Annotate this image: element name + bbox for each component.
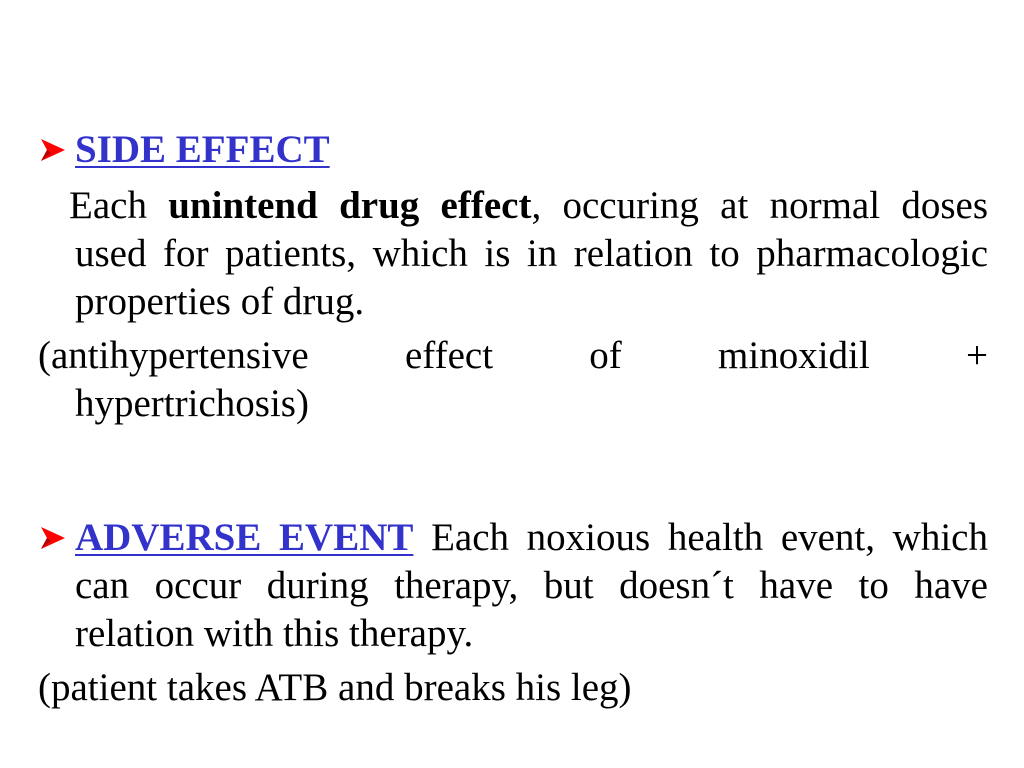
adverse-event-row <box>38 514 988 658</box>
example-line2: hypertrichosis) <box>75 382 309 425</box>
side-effect-definition <box>38 182 988 326</box>
side-effect-heading-row <box>38 126 988 174</box>
example-line1: (antihypertensive effect of minoxidil + <box>38 334 988 377</box>
arrow-bullet-icon <box>38 126 75 174</box>
adverse-event-example: (patient takes ATB and breaks his leg) <box>38 666 632 709</box>
adverse-event-section <box>38 514 988 712</box>
side-effect-section <box>38 126 988 428</box>
arrow-bullet-icon <box>38 514 75 562</box>
adverse-event-heading: ADVERSE EVENT <box>75 516 414 559</box>
adverse-event-definition: Each noxious health event, which can occur during therapy, but doesn´t have to have relation with this therapy. <box>75 516 988 655</box>
side-effect-example <box>38 332 988 428</box>
definition-rest: , occuring at normal doses used for patients, which is in relation to pharmacologic properties of drug. <box>75 184 989 323</box>
definition-lead: Each <box>69 184 147 227</box>
side-effect-heading: SIDE EFFECT <box>75 128 330 171</box>
adverse-event-text <box>75 514 988 658</box>
definition-bold: unintend drug effect <box>168 184 532 227</box>
